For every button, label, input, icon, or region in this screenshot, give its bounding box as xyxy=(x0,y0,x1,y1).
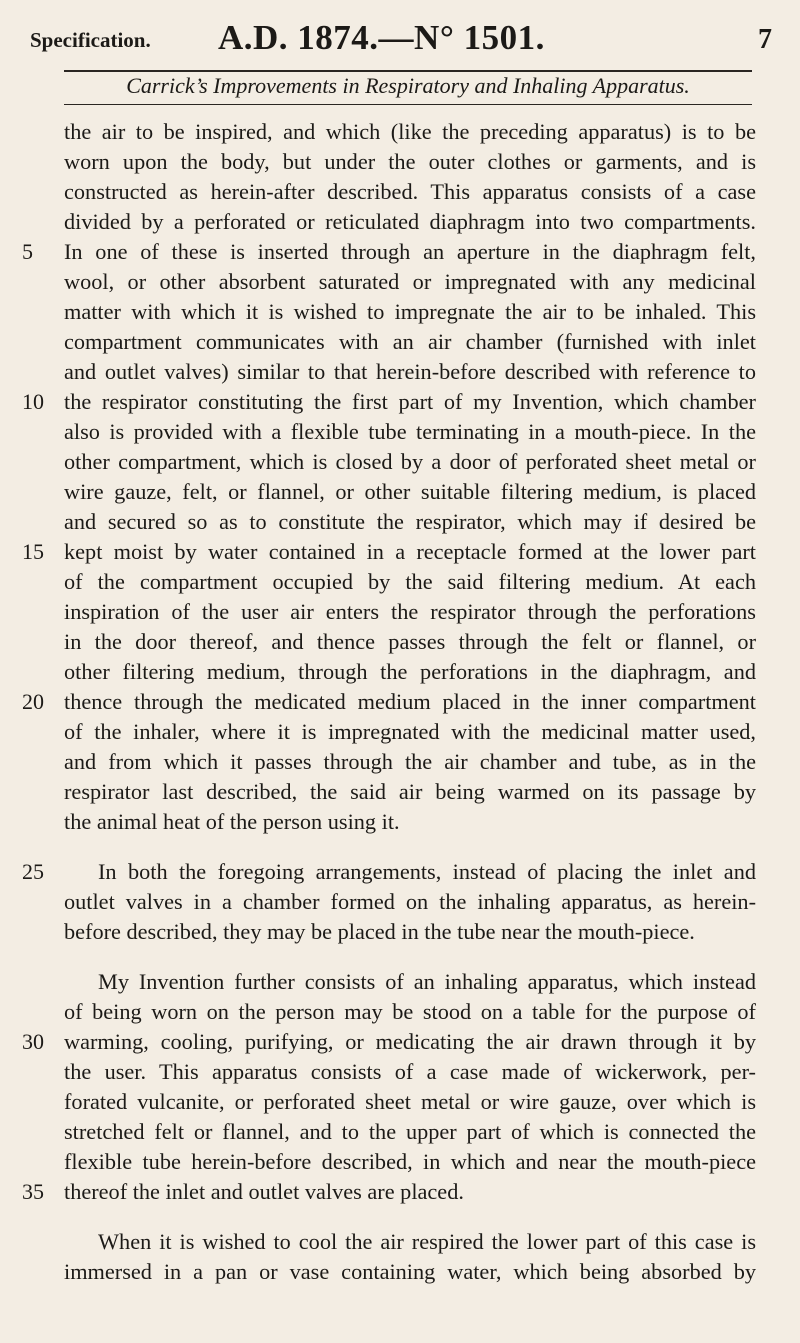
header-rule-top xyxy=(64,70,752,72)
text-line: the respirator constituting the first part of my Invention, which chamber xyxy=(64,389,756,414)
line-number: 30 xyxy=(22,1029,44,1054)
text-line: kept moist by water contained in a receptacle formed at the lower part xyxy=(64,539,756,564)
line-number: 25 xyxy=(22,859,44,884)
text-line: constructed as herein-after described. This apparatus consists of a case xyxy=(64,179,756,204)
text-line: warming, cooling, purifying, or medicating the air drawn through it by xyxy=(64,1029,756,1054)
spec-label: Specification. xyxy=(30,28,151,52)
text-line: in the door thereof, and thence passes through the felt or flannel, or xyxy=(64,629,756,654)
text-line: and secured so as to constitute the respirator, which may if desired be xyxy=(64,509,756,534)
text-line: the animal heat of the person using it. xyxy=(64,809,400,834)
page-number: 7 xyxy=(758,24,772,55)
line-number: 10 xyxy=(22,389,44,414)
text-line: of the compartment occupied by the said filtering medium. At each xyxy=(64,569,756,594)
header-rule-bottom xyxy=(64,104,752,105)
text-line: divided by a perforated or reticulated diaphragm into two compartments. xyxy=(64,209,756,234)
line-number: 15 xyxy=(22,539,44,564)
line-number: 20 xyxy=(22,689,44,714)
text-line: of the inhaler, where it is impregnated with the medicinal matter used, xyxy=(64,719,756,744)
text-line: the air to be inspired, and which (like the preceding apparatus) is to be xyxy=(64,119,756,144)
text-line: forated vulcanite, or perforated sheet metal or wire gauze, over which is xyxy=(64,1089,756,1114)
text-line: wool, or other absorbent saturated or impregnated with any medicinal xyxy=(64,269,756,294)
text-line: outlet valves in a chamber formed on the inhaling apparatus, as herein- xyxy=(64,889,756,914)
text-line: worn upon the body, but under the outer clothes or garments, and is xyxy=(64,149,756,174)
text-line: In one of these is inserted through an aperture in the diaphragm felt, xyxy=(64,239,756,264)
text-line: When it is wished to cool the air respired the lower part of this case is xyxy=(98,1229,756,1254)
page-title: A.D. 1874.—N° 1501. xyxy=(218,18,545,57)
text-line: before described, they may be placed in the tube near the mouth-piece. xyxy=(64,919,695,944)
text-line: respirator last described, the said air being warmed on its passage by xyxy=(64,779,756,804)
text-line: and outlet valves) similar to that herein-before described with reference to xyxy=(64,359,756,384)
text-line: thereof the inlet and outlet valves are placed. xyxy=(64,1179,464,1204)
text-line: also is provided with a flexible tube terminating in a mouth-piece. In the xyxy=(64,419,756,444)
text-line: of being worn on the person may be stood on a table for the purpose of xyxy=(64,999,756,1024)
text-line: stretched felt or flannel, and to the upper part of which is connected the xyxy=(64,1119,756,1144)
text-line: immersed in a pan or vase containing water, which being absorbed by xyxy=(64,1259,756,1284)
text-line: other compartment, which is closed by a door of perforated sheet metal or xyxy=(64,449,756,474)
text-line: compartment communicates with an air chamber (furnished with inlet xyxy=(64,329,756,354)
text-line: other filtering medium, through the perforations in the diaphragm, and xyxy=(64,659,756,684)
text-line: the user. This apparatus consists of a case made of wickerwork, per- xyxy=(64,1059,756,1084)
line-number: 5 xyxy=(22,239,33,264)
running-subtitle: Carrick’s Improvements in Respiratory and Inhaling Apparatus. xyxy=(126,73,690,98)
text-line: and from which it passes through the air chamber and tube, as in the xyxy=(64,749,756,774)
text-line: inspiration of the user air enters the respirator through the perforations xyxy=(64,599,756,624)
line-number: 35 xyxy=(22,1179,44,1204)
text-line: My Invention further consists of an inhaling apparatus, which instead xyxy=(98,969,756,994)
text-line: flexible tube herein-before described, in which and near the mouth-piece xyxy=(64,1149,756,1174)
text-line: In both the foregoing arrangements, instead of placing the inlet and xyxy=(98,859,756,884)
text-line: wire gauze, felt, or flannel, or other suitable filtering medium, is placed xyxy=(64,479,756,504)
text-line: thence through the medicated medium placed in the inner compartment xyxy=(64,689,756,714)
text-line: matter with which it is wished to impregnate the air to be inhaled. This xyxy=(64,299,756,324)
